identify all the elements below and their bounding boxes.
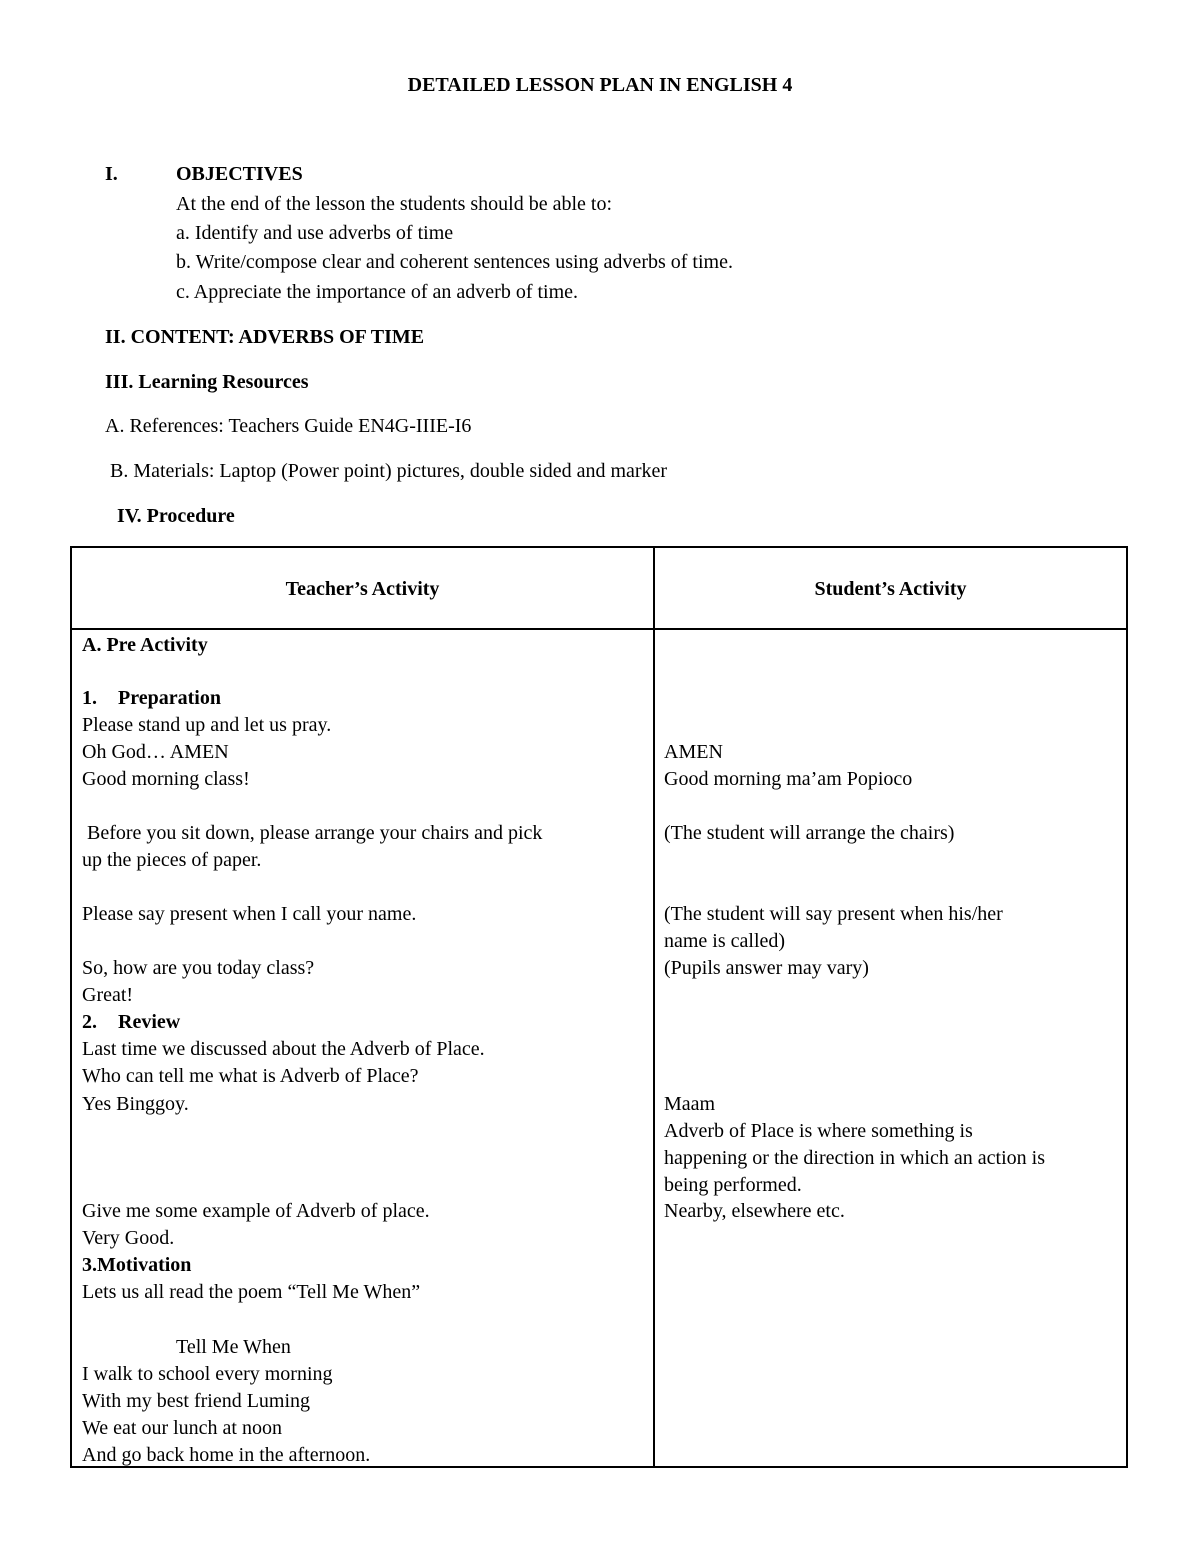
teacher-line: Before you sit down, please arrange your chairs and pick [82, 822, 543, 844]
teacher-line: Oh God… AMEN [82, 741, 229, 763]
procedure-heading: IV. Procedure [117, 505, 235, 527]
column-divider [653, 548, 655, 1466]
references-line: A. References: Teachers Guide EN4G-IIIE-I6 [105, 415, 472, 437]
student-line: Adverb of Place is where something is [664, 1120, 973, 1142]
page-title: DETAILED LESSON PLAN IN ENGLISH 4 [407, 74, 793, 96]
procedure-table [70, 546, 1128, 1468]
student-line: (The student will arrange the chairs) [664, 822, 955, 844]
student-line: (The student will say present when his/her [664, 903, 1003, 925]
teacher-line: Lets us all read the poem “Tell Me When” [82, 1281, 421, 1303]
step-title: Review [118, 1011, 181, 1033]
teacher-line-motivation: 3.Motivation [82, 1254, 192, 1276]
student-line: Good morning ma’am Popioco [664, 768, 913, 790]
teacher-line-pre-activity: A. Pre Activity [82, 634, 208, 656]
student-line: being performed. [664, 1174, 802, 1196]
content-heading: II. CONTENT: ADVERBS OF TIME [105, 326, 425, 348]
teacher-line: Very Good. [82, 1227, 175, 1249]
objective-item: a. Identify and use adverbs of time [176, 222, 454, 244]
poem-line: We eat our lunch at noon [82, 1417, 282, 1439]
resources-heading: III. Learning Resources [105, 371, 309, 393]
objectives-intro: At the end of the lesson the students should be able to: [176, 193, 613, 215]
poem-line: I walk to school every morning [82, 1363, 333, 1385]
student-activity-header: Student’s Activity [814, 578, 967, 600]
objectives-heading: OBJECTIVES [176, 163, 303, 185]
teacher-line: Great! [82, 984, 134, 1006]
step-number: 2. [82, 1011, 97, 1033]
teacher-line: Yes Binggoy. [82, 1093, 189, 1115]
teacher-line-review [82, 1011, 180, 1034]
teacher-line: Please stand up and let us pray. [82, 714, 332, 736]
teacher-line: up the pieces of paper. [82, 849, 262, 871]
student-line: AMEN [664, 741, 723, 763]
student-line: name is called) [664, 930, 786, 952]
student-line: happening or the direction in which an action is [664, 1147, 1046, 1169]
poem-line: With my best friend Luming [82, 1390, 311, 1412]
step-title: Preparation [118, 687, 221, 709]
teacher-line: So, how are you today class? [82, 957, 315, 979]
student-line: (Pupils answer may vary) [664, 957, 869, 979]
student-line: Nearby, elsewhere etc. [664, 1200, 845, 1222]
teacher-line: Good morning class! [82, 768, 250, 790]
header-divider [72, 628, 1126, 630]
objectives-number: I. [105, 163, 118, 185]
student-line: Maam [664, 1093, 716, 1115]
poem-title: Tell Me When [176, 1336, 291, 1358]
teacher-line: Who can tell me what is Adverb of Place? [82, 1065, 419, 1087]
teacher-line: Last time we discussed about the Adverb of Place. [82, 1038, 485, 1060]
teacher-line: Please say present when I call your name. [82, 903, 417, 925]
objective-item: c. Appreciate the importance of an adverb of time. [176, 281, 579, 303]
materials-line: B. Materials: Laptop (Power point) pictures, double sided and marker [110, 460, 668, 482]
poem-line: And go back home in the afternoon. [82, 1444, 371, 1466]
step-number: 1. [82, 687, 97, 709]
objective-item: b. Write/compose clear and coherent sentences using adverbs of time. [176, 251, 733, 273]
teacher-activity-header: Teacher’s Activity [285, 578, 440, 600]
teacher-line-preparation [82, 687, 221, 710]
teacher-line: Give me some example of Adverb of place. [82, 1200, 430, 1222]
